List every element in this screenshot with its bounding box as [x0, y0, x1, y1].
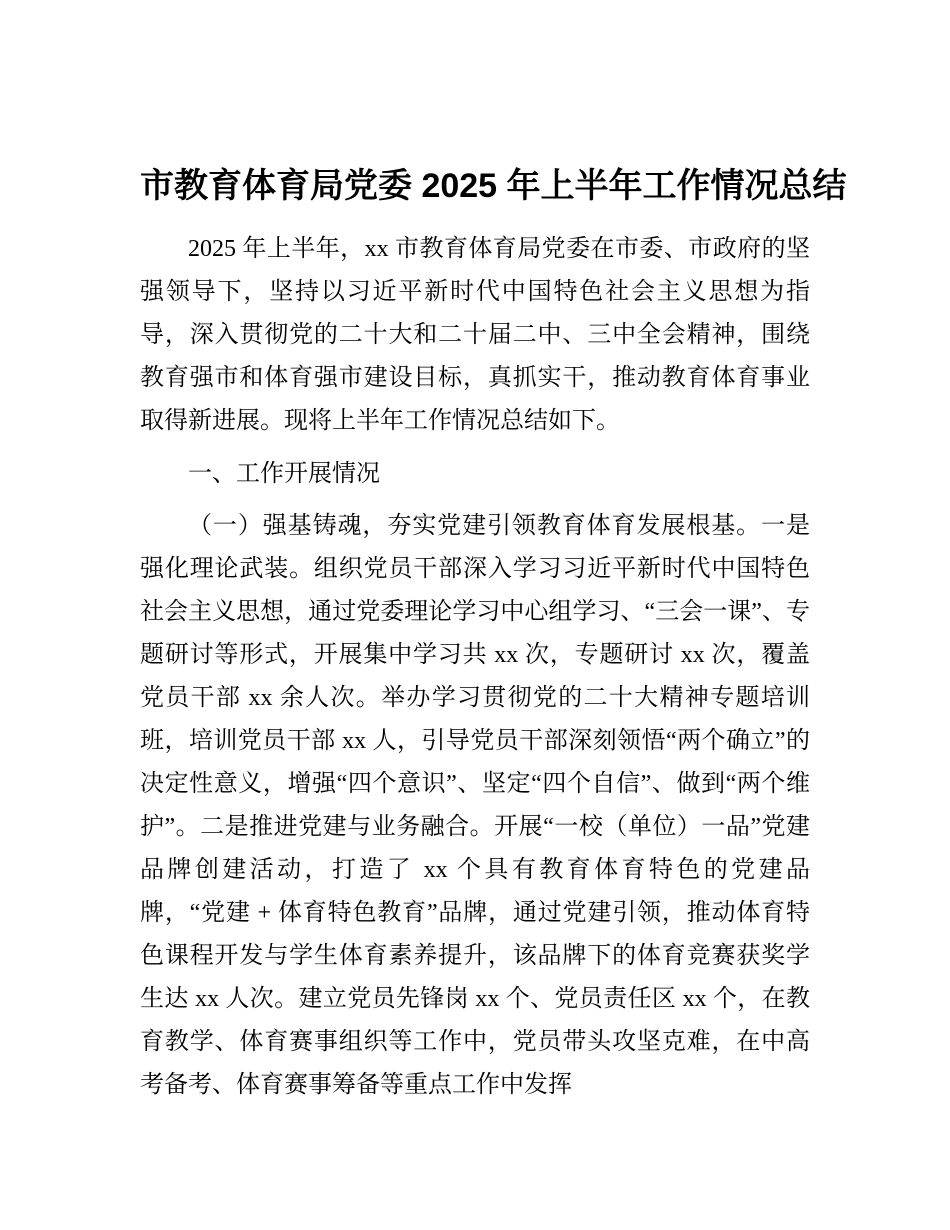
intro-paragraph: 2025 年上半年，xx 市教育体育局党委在市委、市政府的坚强领导下，坚持以习近平新时代中国特色社会主义思想为指导，深入贯彻党的二十大和二十届二中、三中全会精神，围绕教育强市和体育强市建设目标，真抓实干，推动教育体育事业取得新进展。现将上半年工作情况总结如下。: [140, 236, 810, 434]
section-1-paragraph: （一）强基铸魂，夯实党建引领教育体育发展根基。一是强化理论武装。组织党员干部深入学习习近平新时代中国特色社会主义思想，通过党委理论学习中心组学习、“三会一课”、专题研讨等形式，开展集中学习共 xx 次，专题研讨 xx 次，覆盖党员干部 xx 余人次。举办学习贯彻党的二十大精神专题培训班，培训党员干部 xx 人，引导党员干部深刻领悟“两个确立”的决定性意义，增强“四个意识”、坚定“四个自信”、做到“两个维护”。二是推进党建与业务融合。开展“一校（单位）一品”党建品牌创建活动，打造了 xx 个具有教育体育特色的党建品牌，“党建 + 体育特色教育”品牌，通过党建引领，推动体育特色课程开发与学生体育素养提升，该品牌下的体育竞赛获奖学生达 xx 人次。建立党员先锋岗 xx 个、党员责任区 xx 个，在教育教学、体育赛事组织等工作中，党员带头攻坚克难，在中高考备考、体育赛事筹备等重点工作中发挥: [140, 513, 810, 1098]
document-title: 市教育体育局党委 2025 年上半年工作情况总结: [140, 167, 847, 205]
section-heading-work-progress: 一、工作开展情况: [188, 461, 380, 487]
